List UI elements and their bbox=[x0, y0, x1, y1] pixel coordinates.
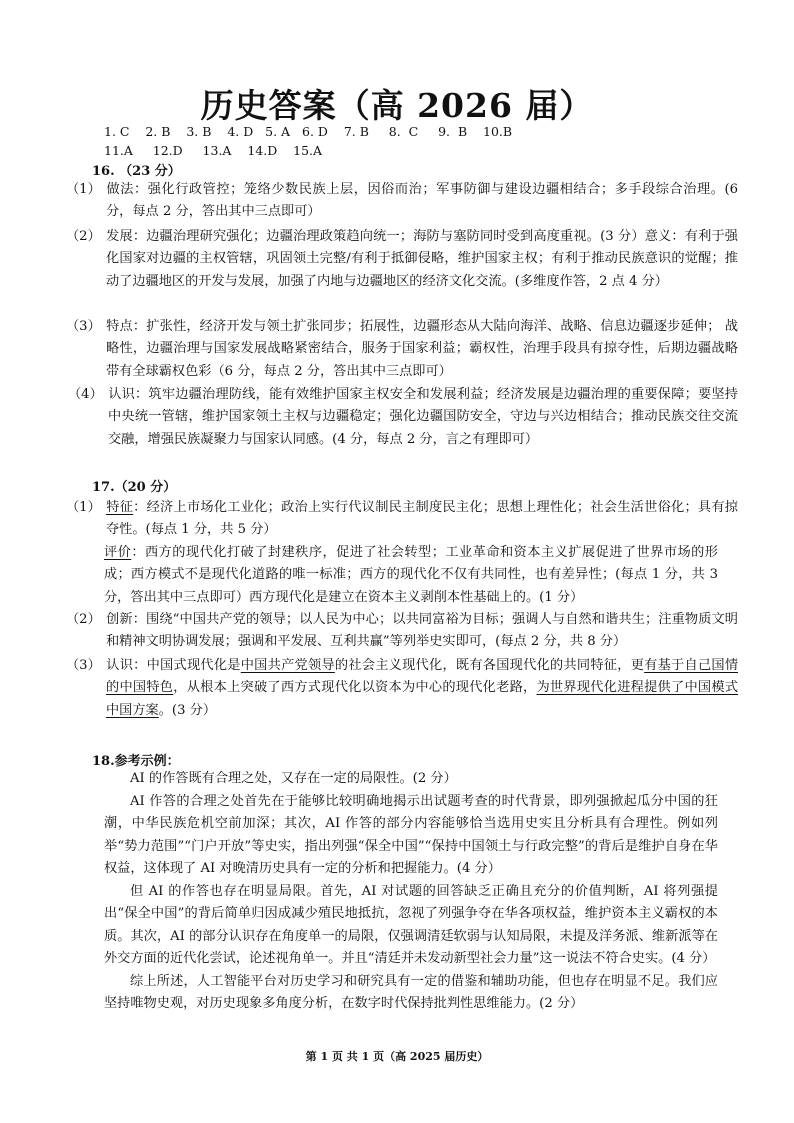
q17-part2 bbox=[66, 609, 738, 654]
q17-part3-text-4: 。(3 分） bbox=[158, 702, 217, 718]
q17-part3-underline-2: 有基于自己国情的中国特色 bbox=[106, 658, 739, 696]
q16-part1-text: 做法：强化行政管控；笼络少数民族上层，因俗而治；军事防御与建设边疆相结合；多手段综合治理。(6 分，每点 2 分，答出其中三点即可） bbox=[106, 182, 738, 220]
q17-part3-text-2: 的社会主义现代化，既有各国现代化的共同特征，更 bbox=[334, 658, 645, 673]
q16-part3-text: 特点：扩张性，经济开发与领土扩张同步；拓展性，边疆形态从大陆向海洋、战略、信息边疆逐步延伸； 战略性，边疆治理与国家发展战略紧密结合，服务于国家利益；霸权性，治理手段具有掠夺性，后期边疆战略带有全球霸权色彩（6 分，每点 2 分，答出其中三点即可） bbox=[106, 319, 738, 379]
q16-part4-text: 认识：筑牢边疆治理防线，能有效维护国家主权安全和发展利益；经济发展是边疆治理的重要保障；要坚持中央统一管辖，维护国家领土主权与边疆稳定；强化边疆国防安全，守边与兴边相结合；推动民族交往交流交融，增强民族凝聚力与国家认同感。(4 分，每点 2 分，言之有理即可） bbox=[108, 387, 738, 447]
q17-evaluation-keyword: 评价 bbox=[104, 545, 132, 560]
q18-paragraph-1: AI 的作答既有合理之处，又存在一定的局限性。(2 分） bbox=[130, 771, 457, 786]
q17-part1-text: ：经济上市场化工业化；政治上实行代议制民主制度民主化；思想上理性化；社会生活世俗化；具有掠夺性。(每点 1 分，共 5 分） bbox=[106, 500, 738, 538]
q17-part1 bbox=[66, 497, 738, 542]
q17-part2-text: 创新：围绕“中国共产党的领导；以人民为中心；以共同富裕为目标；强调人与自然和谐共生；注重物质文明和精神文明协调发展；强调和平发展、互利共赢”等列举史实即可，(每点 2 分，共 8 分） bbox=[106, 612, 738, 650]
mc-answers-row-2: 11.A 12.D 13.A 14.D 15.A bbox=[104, 143, 323, 158]
q17-part3-underline-1: 中国共产党领导 bbox=[240, 658, 335, 673]
q16-part4 bbox=[68, 384, 738, 451]
q18-paragraph-2: AI 作答的合理之处首先在于能够比较明确地揭示出试题考查的时代背景，即列强掀起瓜分中国的狂潮，中华民族危机空前加深；其次，AI 作答的部分内容能够恰当选用史实且分析具有合理性。例如列举“势力范围”“门户开放”等史实，指出列强“保全中国”“保持中国领土与行政完整”的背后是维护自身在华权益，这体现了 AI 对晚清历史具有一定的分析和把握能力。(4 分） bbox=[104, 794, 718, 877]
q17-part3-text-1: 认识：中国式现代化是 bbox=[106, 658, 241, 673]
q16-part3-label: （3） bbox=[66, 319, 101, 334]
q17-part3-text-3: ，从根本上突破了西方式现代化以资本为中心的现代化老路， bbox=[173, 680, 537, 696]
q16-part1-label: （1） bbox=[66, 182, 101, 197]
q16-part4-label: （4） bbox=[68, 387, 103, 402]
q18-paragraph-4: 综上所述，人工智能平台对历史学习和研究具有一定的借鉴和辅助功能，但也存在明显不足。我们应坚持唯物史观，对历史现象多角度分析，在数字时代保持批判性思维能力。(2 分） bbox=[104, 974, 718, 1012]
q16-part3 bbox=[66, 316, 738, 383]
q17-part1-keyword: 特征 bbox=[106, 500, 134, 515]
q16-part1 bbox=[66, 179, 738, 224]
page-footer: 第 1 页 共 1 页（高 2025 届历史） bbox=[305, 1050, 489, 1063]
q16-part2 bbox=[66, 226, 738, 293]
page-title: 历史答案（高 2026 届） bbox=[200, 86, 594, 125]
q17-heading: 17.（20 分） bbox=[92, 480, 177, 495]
q16-part2-label: （2） bbox=[66, 229, 101, 244]
q17-evaluation bbox=[104, 542, 718, 609]
q17-part3-underline-3: 为世界现代化进程提供了中国模式中国方案 bbox=[106, 680, 739, 718]
mc-answers-row-1: 1. C 2. B 3. B 4. D 5. A 6. D 7. B 8. C 9. B 10.B bbox=[104, 124, 513, 139]
q17-part1-label: （1） bbox=[66, 500, 101, 515]
q18-heading: 18.参考示例： bbox=[92, 754, 180, 769]
q17-part3 bbox=[66, 655, 739, 722]
q17-evaluation-text: ：西方的现代化打破了封建秩序，促进了社会转型；工业革命和资本主义扩展促进了世界市场的形成；西方模式不是现代化道路的唯一标准；西方的现代化不仅有共同性，也有差异性；(每点 1 分，共 3 分，答出其中三点即可）西方现代化是建立在资本主义剥削本性基础上的。(1 分） bbox=[104, 545, 718, 605]
q16-part2-text: 发展：边疆治理研究强化；边疆治理政策趋向统一；海防与塞防同时受到高度重视。(3 分）意义：有利于强化国家对边疆的主权管辖，巩固领土完整/有利于抵御侵略，维护国家主权；有利于推动民族意识的觉醒；推动了边疆地区的开发与发展，加强了内地与边疆地区的经济文化交流。(多维度作答，2 点 4 分） bbox=[106, 229, 738, 289]
q16-heading: 16. （23 分） bbox=[92, 164, 181, 179]
q18-paragraph-3: 但 AI 的作答也存在明显局限。首先，AI 对试题的回答缺乏正确且充分的价值判断，AI 将列强提出“保全中国”的背后简单归因成减少殖民地抵抗，忽视了列强争夺在华各项权益，维护资本主义霸权的本质。其次，AI 的部分认识存在角度单一的局限，仅强调清廷软弱与认知局限，未提及洋务派、维新派等在外交方面的近代化尝试，论述视角单一。并且“清廷并未发动新型社会力量”这一说法不符合史实。(4 分） bbox=[104, 884, 718, 967]
q17-part2-label: （2） bbox=[66, 612, 101, 627]
q17-part3-label: （3） bbox=[66, 658, 101, 673]
